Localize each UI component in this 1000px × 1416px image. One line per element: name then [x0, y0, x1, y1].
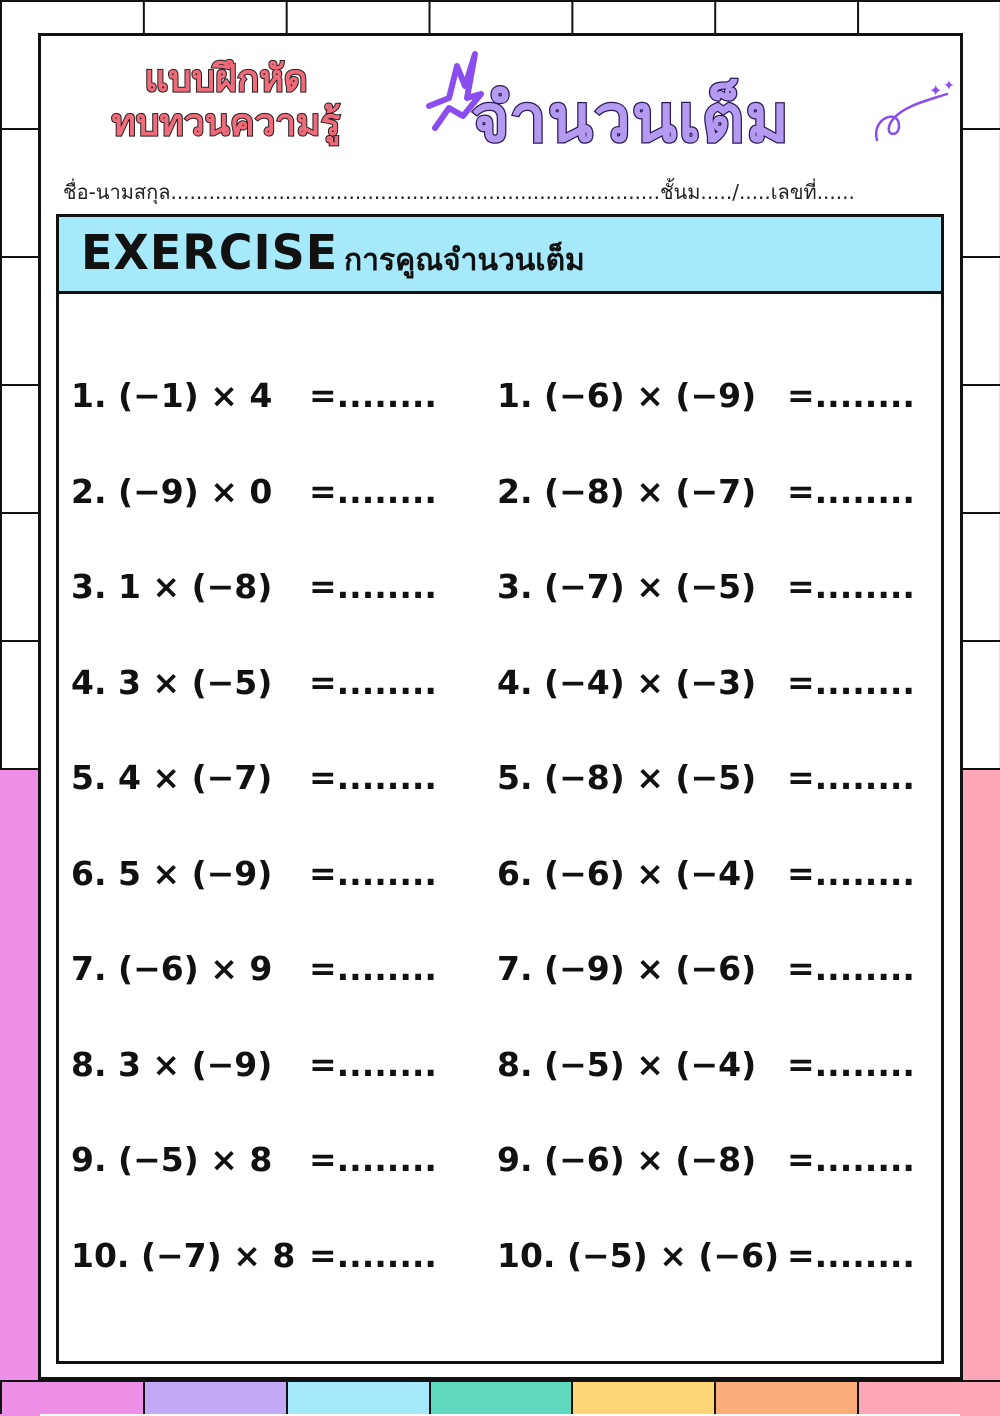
- problem-item: [71, 944, 501, 994]
- problem-expression: 2. (−9) × 0: [71, 471, 273, 511]
- problem-item: [71, 658, 501, 708]
- answer-blank[interactable]: =........: [309, 1044, 437, 1084]
- answer-blank[interactable]: =........: [309, 758, 437, 797]
- answer-blank[interactable]: =........: [309, 567, 437, 606]
- stripe: [857, 1380, 1000, 1414]
- bottom-color-stripes: [0, 1380, 1000, 1414]
- problem-area: [56, 291, 944, 1364]
- exercise-banner: [56, 214, 944, 294]
- problem-expression: 8. (−5) × (−4): [497, 1044, 757, 1084]
- answer-blank[interactable]: =........: [787, 1140, 915, 1179]
- stripe: [429, 1380, 572, 1414]
- problem-expression: 8. 3 × (−9): [71, 1044, 273, 1084]
- stripe: [0, 1380, 143, 1414]
- problem-expression: 2. (−8) × (−7): [497, 471, 757, 511]
- problem-expression: 6. (−6) × (−4): [497, 853, 757, 893]
- problem-expression: 9. (−6) × (−8): [497, 1140, 757, 1179]
- problem-expression: 5. 4 × (−7): [71, 758, 273, 797]
- problem-item: [497, 562, 927, 612]
- problem-expression: 7. (−6) × 9: [71, 949, 273, 988]
- subtitle-line-2: ทบทวนความรู้: [111, 100, 341, 144]
- stripe: [571, 1380, 714, 1414]
- exercise-label: EXERCISE: [81, 223, 339, 281]
- problem-item: [71, 562, 501, 612]
- answer-blank[interactable]: =........: [787, 471, 915, 511]
- problem-item: [497, 371, 927, 421]
- problem-item: [497, 849, 927, 899]
- problem-expression: 1. (−6) × (−9): [497, 376, 757, 415]
- exercise-topic: การคูณจำนวนเต็ม: [344, 243, 585, 278]
- problem-expression: 1. (−1) × 4: [71, 376, 273, 415]
- svg-text:✦: ✦: [943, 78, 955, 94]
- problem-expression: 4. (−4) × (−3): [497, 662, 757, 702]
- problem-expression: 10. (−5) × (−6): [497, 1235, 780, 1275]
- problem-item: [497, 1040, 927, 1090]
- answer-blank[interactable]: =........: [309, 471, 437, 511]
- problem-item: [71, 467, 501, 517]
- name-class-number-line: ชื่อ-นามสกุล.............................................................................ชั้นม...../.....เลขที่......: [63, 180, 855, 204]
- problem-item: [497, 467, 927, 517]
- answer-blank[interactable]: =........: [787, 662, 915, 702]
- problem-item: [497, 753, 927, 803]
- problem-item: [71, 1040, 501, 1090]
- answer-blank[interactable]: =........: [309, 662, 437, 702]
- problem-item: [71, 849, 501, 899]
- problem-item: [71, 1231, 501, 1281]
- right-color-strip: [960, 768, 1000, 1416]
- problem-item: [71, 1135, 501, 1185]
- answer-blank[interactable]: =........: [787, 1044, 915, 1084]
- problem-expression: 6. 5 × (−9): [71, 853, 273, 893]
- problem-item: [497, 1135, 927, 1185]
- problem-item: [71, 371, 501, 421]
- problem-item: [71, 753, 501, 803]
- swirl-stars-icon: [869, 78, 959, 148]
- problem-item: [497, 658, 927, 708]
- answer-blank[interactable]: =........: [787, 376, 915, 415]
- stripe: [714, 1380, 857, 1414]
- problem-expression: 4. 3 × (−5): [71, 662, 273, 702]
- answer-blank[interactable]: =........: [309, 949, 437, 988]
- stripe: [286, 1380, 429, 1414]
- problem-expression: 3. (−7) × (−5): [497, 567, 757, 606]
- answer-blank[interactable]: =........: [309, 1235, 437, 1275]
- worksheet: [38, 33, 963, 1380]
- answer-blank[interactable]: =........: [787, 949, 915, 988]
- left-color-strip: [0, 768, 40, 1416]
- answer-blank[interactable]: =........: [309, 1140, 437, 1179]
- answer-blank[interactable]: =........: [309, 853, 437, 893]
- answer-blank[interactable]: =........: [787, 1235, 915, 1275]
- worksheet-title: จำนวนเต็ม: [471, 79, 790, 157]
- worksheet-subtitle: [81, 56, 371, 144]
- answer-blank[interactable]: =........: [787, 758, 915, 797]
- problem-item: [497, 1231, 927, 1281]
- problem-expression: 5. (−8) × (−5): [497, 758, 757, 797]
- problem-expression: 9. (−5) × 8: [71, 1140, 273, 1179]
- answer-blank[interactable]: =........: [309, 376, 437, 415]
- answer-blank[interactable]: =........: [787, 567, 915, 606]
- problem-expression: 10. (−7) × 8: [71, 1235, 296, 1275]
- problem-expression: 7. (−9) × (−6): [497, 949, 757, 988]
- problem-item: [497, 944, 927, 994]
- subtitle-line-1: แบบฝึกหัด: [144, 56, 308, 100]
- svg-text:✦: ✦: [929, 81, 943, 100]
- answer-blank[interactable]: =........: [787, 853, 915, 893]
- problem-expression: 3. 1 × (−8): [71, 567, 273, 606]
- stripe: [143, 1380, 286, 1414]
